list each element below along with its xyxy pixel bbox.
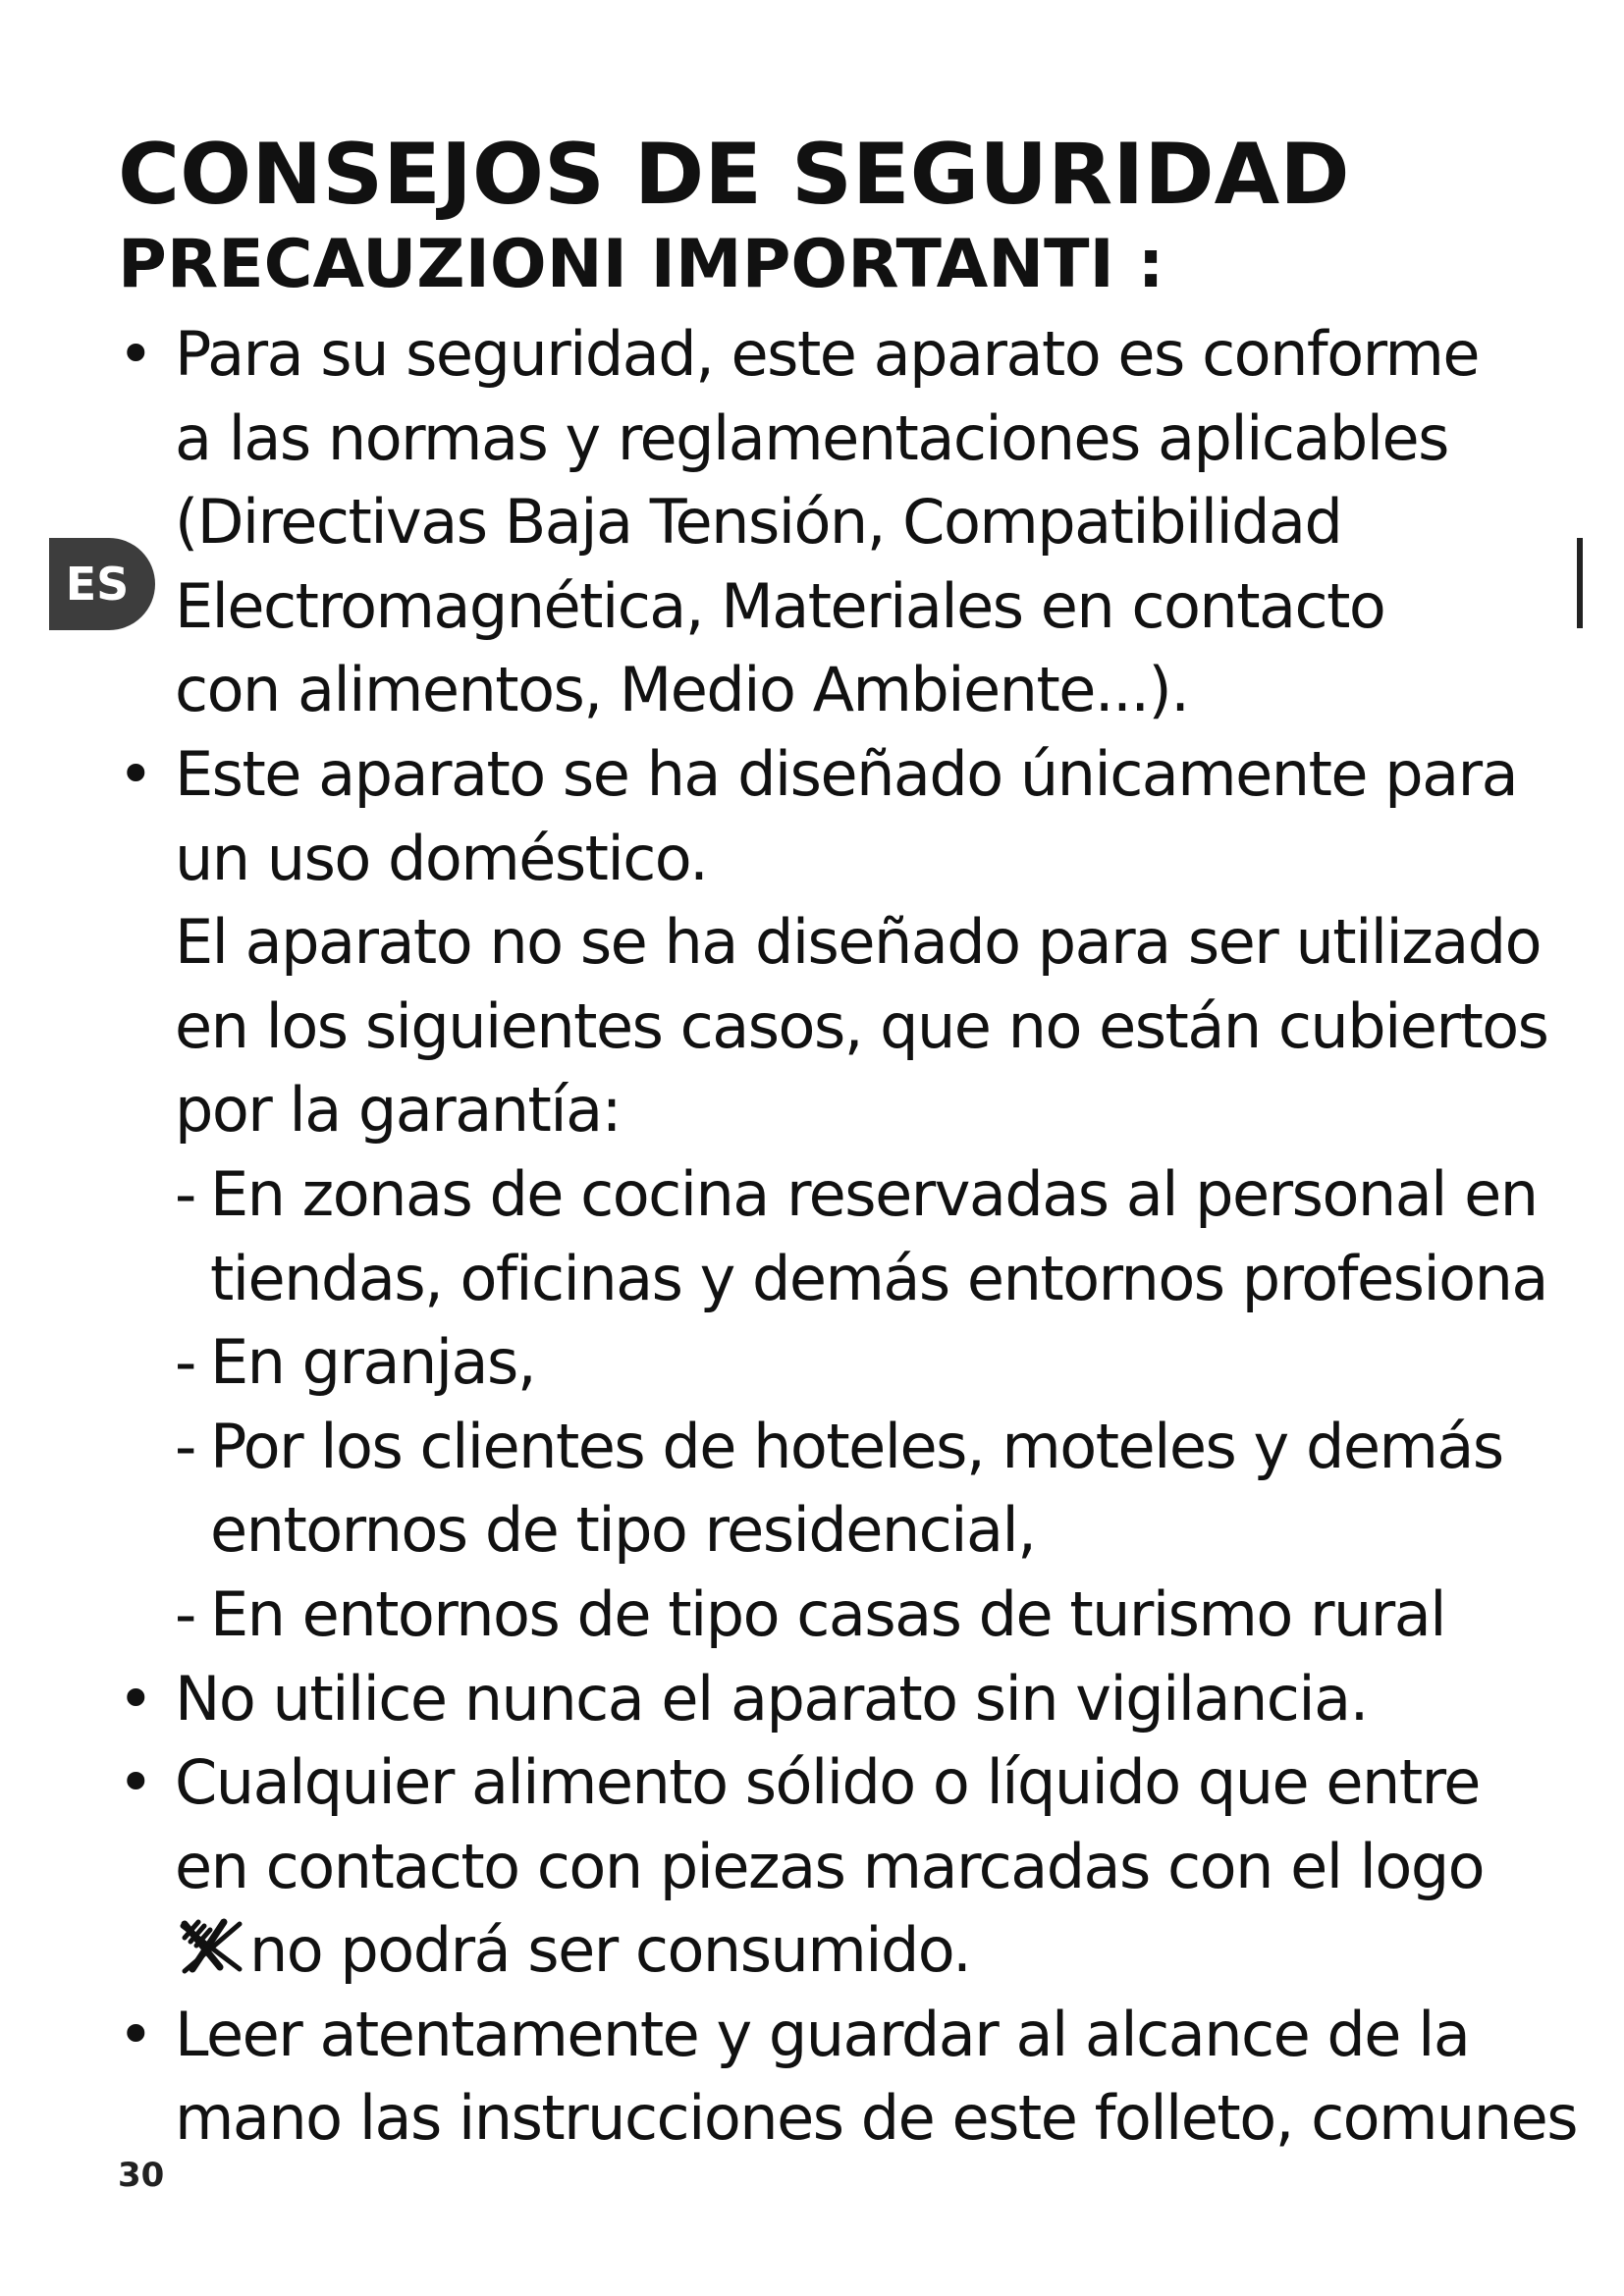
continuation-text: El aparato no se ha diseñado para ser utilizado <box>175 906 1542 979</box>
continuation-text: en los siguientes casos, que no están cubiertos <box>175 989 1548 1062</box>
bullet-marker: • <box>118 318 153 390</box>
dash-continuation-line <box>118 1488 1591 1573</box>
bullet-continuation-line <box>118 900 1591 985</box>
continuation-text: entornos de tipo residencial, <box>210 1494 1036 1567</box>
dash-item-line <box>118 1405 1591 1489</box>
continuation-text: mano las instrucciones de este folleto, comunes <box>175 2082 1578 2155</box>
bullet-item-line <box>118 1740 1591 1825</box>
page-title: CONSEJOS DE SEGURIDAD <box>118 126 1350 224</box>
continuation-text: no podrá ser consumido. <box>249 1914 971 1987</box>
bullet-continuation-line <box>118 1068 1591 1152</box>
dash-item-text: En granjas, <box>210 1326 536 1399</box>
dash-marker: - <box>175 1326 195 1399</box>
bullet-continuation-line <box>118 1825 1591 1909</box>
dash-continuation-line <box>118 1237 1591 1321</box>
continuation-text: Electromagnética, Materiales en contacto <box>175 569 1385 642</box>
bullet-continuation-line <box>118 985 1591 1069</box>
continuation-text: con alimentos, Medio Ambiente...). <box>175 654 1189 726</box>
bullet-marker: • <box>118 1662 153 1735</box>
continuation-text: un uso doméstico. <box>175 822 708 894</box>
icon-continuation-line <box>118 1908 1591 1993</box>
continuation-text: (Directivas Baja Tensión, Compatibilidad <box>175 486 1342 559</box>
bullet-marker: • <box>118 1998 153 2070</box>
bullet-marker: • <box>118 1746 153 1819</box>
dash-item-line <box>118 1320 1591 1405</box>
bullet-continuation-line <box>118 397 1591 481</box>
bullet-item-text: Para su seguridad, este aparato es conforme <box>175 318 1480 390</box>
bullet-item-line <box>118 732 1591 817</box>
bullet-marker: • <box>118 737 153 810</box>
page-number: 30 <box>118 2156 165 2195</box>
bullet-continuation-line <box>118 480 1591 564</box>
bullet-continuation-line <box>118 817 1591 901</box>
bullet-continuation-line <box>118 2076 1591 2161</box>
no-food-contact-icon <box>175 1914 249 1975</box>
continuation-text: por la garantía: <box>175 1074 621 1147</box>
page-subtitle: PRECAUZIONI IMPORTANTI : <box>118 226 1164 303</box>
bullet-item-line <box>118 1993 1591 2077</box>
page-edge-mask <box>1591 0 1624 2296</box>
dash-item-line <box>118 1573 1591 1657</box>
bullet-item-text: Este aparato se ha diseñado únicamente para <box>175 737 1518 810</box>
bullet-item-line <box>118 312 1591 397</box>
continuation-text: en contacto con piezas marcadas con el logo <box>175 1830 1485 1902</box>
continuation-text: tiendas, oficinas y demás entornos profesiona <box>210 1242 1547 1314</box>
bullet-item-line <box>118 1657 1591 1741</box>
bullet-item-text: No utilice nunca el aparato sin vigilancia. <box>175 1662 1368 1735</box>
bullet-item-text: Cualquier alimento sólido o líquido que entre <box>175 1746 1480 1819</box>
language-tab: ES <box>49 538 155 630</box>
dash-marker: - <box>175 1410 195 1482</box>
bullet-item-text: Leer atentamente y guardar al alcance de la <box>175 1998 1470 2070</box>
dash-item-text: En zonas de cocina reservadas al personal en <box>210 1157 1538 1230</box>
continuation-text: a las normas y reglamentaciones aplicables <box>175 401 1448 474</box>
bullet-continuation-line <box>118 564 1591 649</box>
safety-instructions-text <box>118 312 1591 2161</box>
dash-marker: - <box>175 1157 195 1230</box>
dash-item-line <box>118 1152 1591 1237</box>
dash-item-text: Por los clientes de hoteles, moteles y demás <box>210 1410 1503 1482</box>
dash-item-text: En entornos de tipo casas de turismo rural <box>210 1577 1445 1650</box>
bullet-continuation-line <box>118 648 1591 732</box>
dash-marker: - <box>175 1577 195 1650</box>
